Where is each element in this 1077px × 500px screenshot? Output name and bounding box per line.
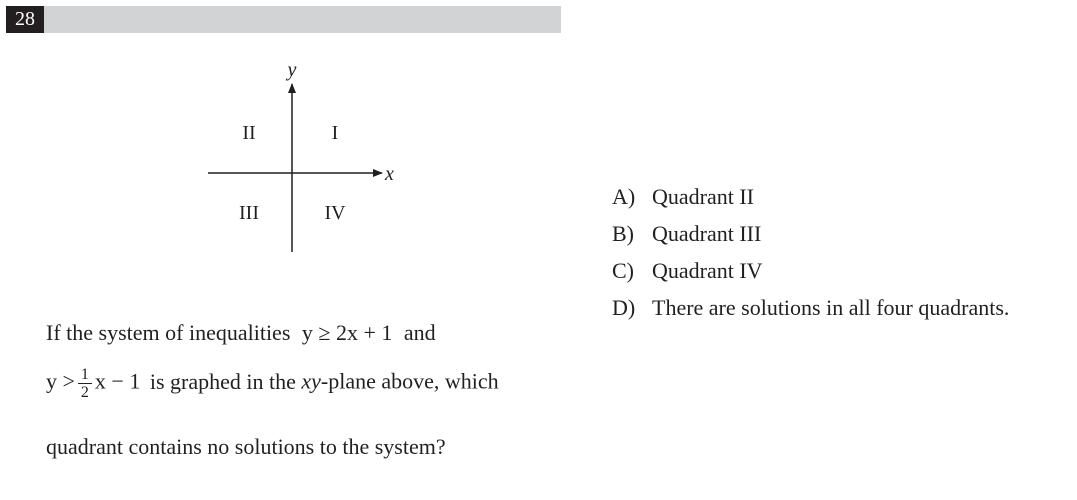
choice-b-text: Quadrant III [652,220,762,246]
choice-c-text: Quadrant IV [652,257,763,283]
x-axis-label: x [385,163,394,185]
choice-b-letter: B) [612,220,634,246]
fraction-one-half [78,366,92,401]
question-text-2b: -plane above, which [320,368,499,394]
question-text-2a: is graphed in the [149,368,296,394]
choice-c[interactable] [612,252,1009,289]
inequality-2-rhs: x − 1 [94,368,141,394]
inequality-1: y ≥ 2x + 1 [301,320,393,345]
choice-a[interactable] [612,178,1009,215]
inequality-2-lhs: y > [46,368,75,394]
fraction-numerator: 1 [78,366,92,384]
quadrant-label-iii: III [239,202,259,224]
question-number-text: 28 [15,8,35,30]
choice-a-letter: A) [612,183,636,209]
choice-d-letter: D) [612,294,636,320]
quadrant-label-iv: IV [324,202,346,224]
fraction-denominator: 2 [80,384,89,401]
and-word: and [403,320,436,345]
choice-d[interactable] [612,289,1009,326]
choice-d-text: There are solutions in all four quadrants. [652,294,1010,320]
xy-variable: xy [301,368,321,394]
choice-a-text: Quadrant II [652,183,755,209]
question-line-1 [46,320,436,346]
answer-choices [612,178,1009,326]
question-text-3: quadrant contains no solutions to the system? [46,434,446,459]
question-line-3 [46,434,446,460]
choice-b[interactable] [612,215,1009,252]
quadrant-label-i: I [331,122,339,144]
question-line-2 [46,366,499,401]
choice-c-letter: C) [612,257,634,283]
question-text-1: If the system of inequalities [46,320,291,345]
y-axis-label: y [287,59,297,81]
quadrant-label-ii: II [242,122,256,144]
